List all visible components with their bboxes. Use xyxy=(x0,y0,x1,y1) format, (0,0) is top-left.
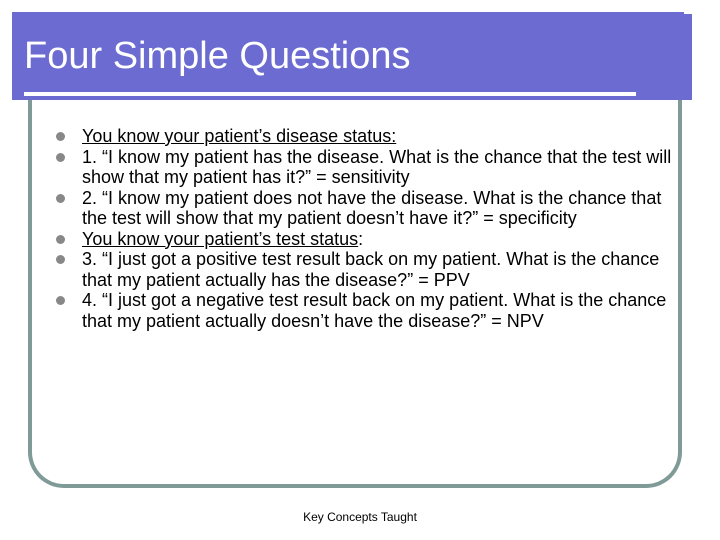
list-item xyxy=(56,290,676,331)
bullet-text: You know your patient’s disease status: xyxy=(82,126,397,146)
list-item xyxy=(56,188,676,229)
bullet-text-underlined: You know your patient’s test status xyxy=(82,228,359,249)
bullet-icon xyxy=(56,255,65,264)
bullet-icon xyxy=(56,132,65,141)
bullet-text-suffix: : xyxy=(358,228,364,249)
list-item xyxy=(56,126,676,147)
bullet-text: 4. “I just got a negative test result back on my patient. What is the chance that my patient actually doesn’t have the disease?” = NPV xyxy=(82,290,667,331)
list-item xyxy=(56,229,676,250)
bullet-text: 1. “I know my patient has the disease. What is the chance that the test will show that my patient has it?” = sensitivity xyxy=(82,146,672,187)
footer-text: Key Concepts Taught xyxy=(303,510,417,524)
bullet-icon xyxy=(56,296,65,305)
list-item xyxy=(56,147,676,188)
decorative-corner xyxy=(684,12,692,14)
slide-title: Four Simple Questions xyxy=(24,35,411,77)
bullet-icon xyxy=(56,194,65,203)
title-underline xyxy=(24,92,636,96)
bullet-icon xyxy=(56,153,65,162)
bullet-text: 3. “I just got a positive test result back on my patient. What is the chance that my patient actually has the disease?” = PPV xyxy=(82,249,660,290)
bullet-list xyxy=(56,126,676,331)
list-item xyxy=(56,249,676,290)
bullet-text: 2. “I know my patient does not have the disease. What is the chance that the test will show that my patient doesn’t have it?” = specificity xyxy=(82,187,662,228)
bullet-icon xyxy=(56,235,65,244)
